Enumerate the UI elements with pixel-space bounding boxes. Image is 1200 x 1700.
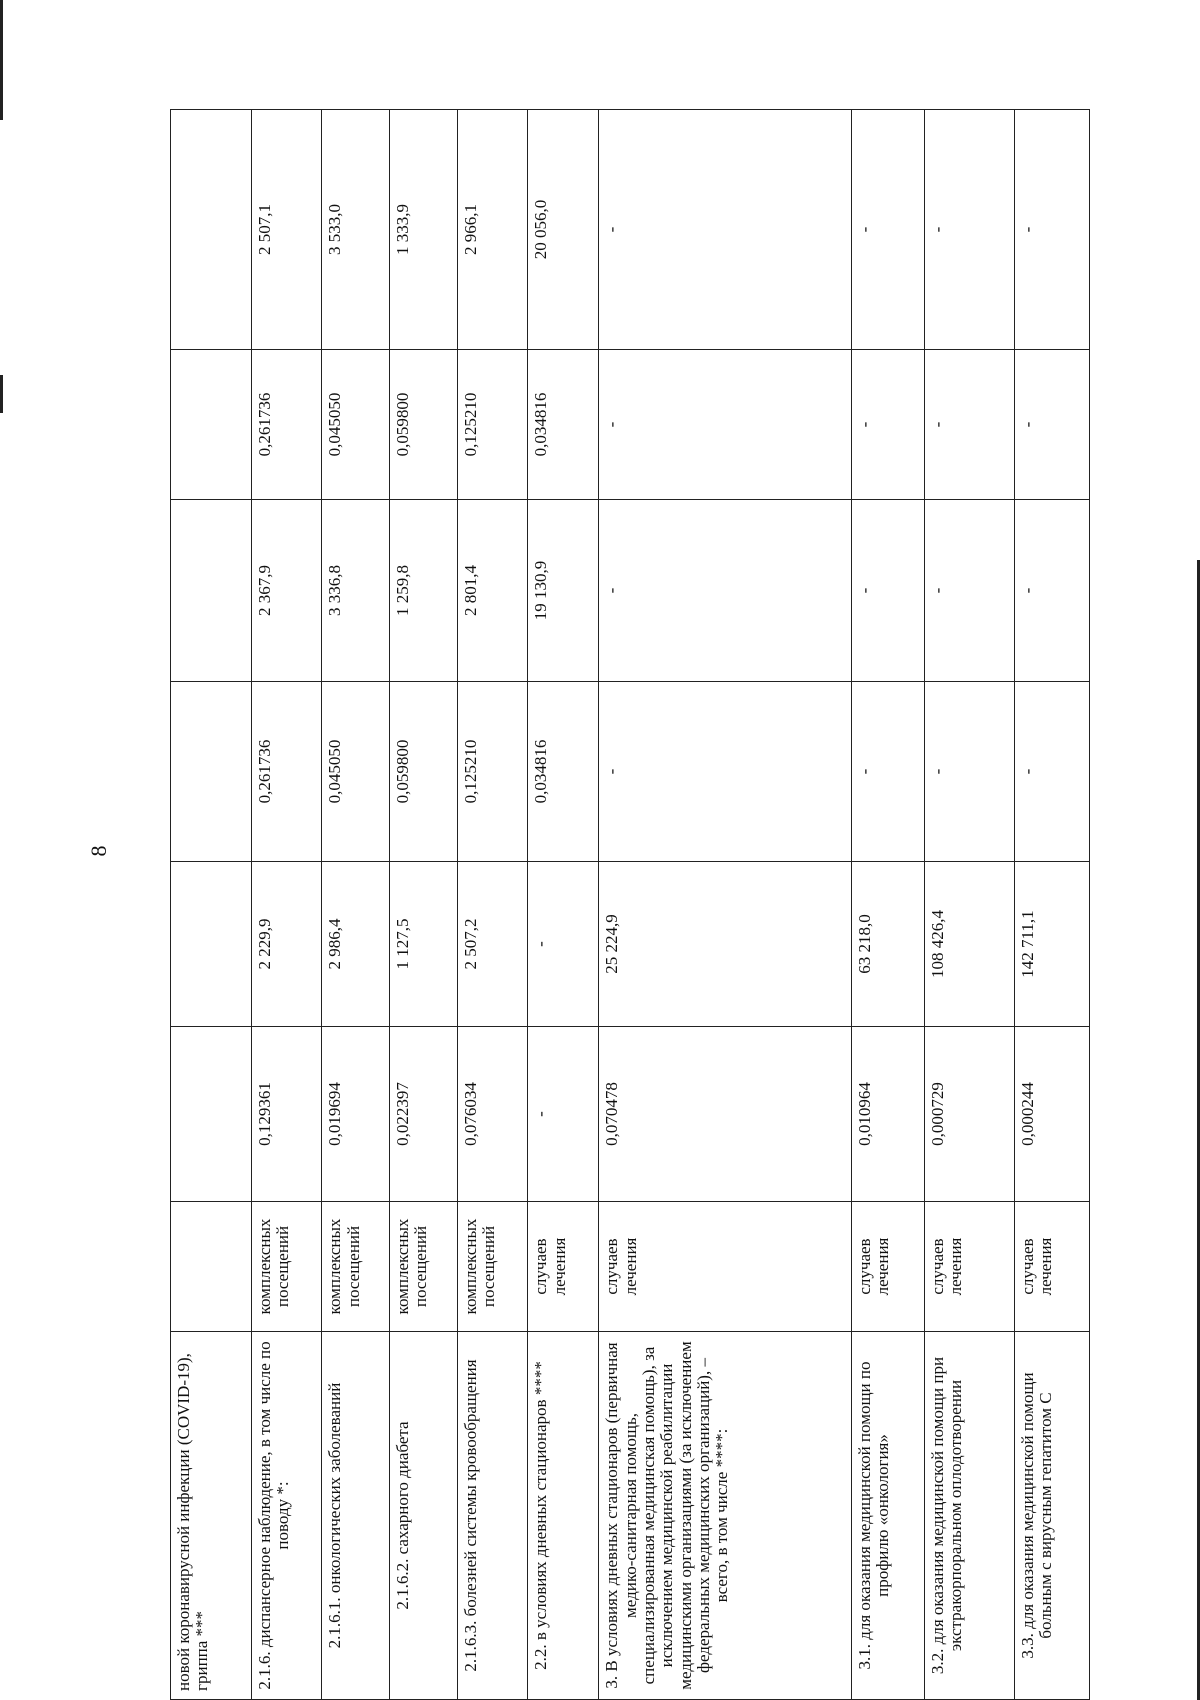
norm-cost-year2-cell: - bbox=[924, 500, 1014, 682]
norm-cost-year1-cell: 1 127,5 bbox=[389, 862, 457, 1027]
norm-volume-year3-cell: - bbox=[924, 350, 1014, 500]
norm-volume-year3-cell: 0,034816 bbox=[528, 350, 599, 500]
norm-cost-year3-cell: 3 533,0 bbox=[322, 110, 390, 350]
row-label-cell: 2.1.6. диспансерное наблюдение, в том числе по поводу *: bbox=[251, 1332, 322, 1700]
norm-cost-year1-cell: 142 711,1 bbox=[1014, 862, 1089, 1027]
norm-volume-year3-cell: - bbox=[1014, 350, 1089, 500]
unit-cell: комплексных посещений bbox=[251, 1202, 322, 1332]
norm-cost-year3-cell bbox=[171, 110, 252, 350]
norm-cost-year2-cell: 2 367,9 bbox=[251, 500, 322, 682]
table-row bbox=[528, 110, 599, 1700]
norm-cost-year3-cell: - bbox=[851, 110, 924, 350]
norm-volume-year1-cell: 0,022397 bbox=[389, 1027, 457, 1202]
table-row bbox=[171, 110, 252, 1700]
table-row bbox=[924, 110, 1014, 1700]
norm-cost-year3-cell: 20 056,0 bbox=[528, 110, 599, 350]
norm-volume-year1-cell: 0,010964 bbox=[851, 1027, 924, 1202]
norm-cost-year3-cell: 1 333,9 bbox=[389, 110, 457, 350]
norm-volume-year2-cell: 0,125210 bbox=[457, 682, 528, 862]
row-label-cell: 2.2. в условиях дневных стационаров **** bbox=[528, 1332, 599, 1700]
row-label-cell: 3.1. для оказания медицинской помощи по профилю «онкология» bbox=[851, 1332, 924, 1700]
row-label-cell: 3. В условиях дневных стационаров (первичная медико-санитарная помощь, специализированная медицинская помощь), за исключением медицинской реабилитации медицинскими организациями (за исключением федеральных медицинских организаций), – всего, в том числе ****: bbox=[599, 1332, 851, 1700]
norm-cost-year3-cell: 2 966,1 bbox=[457, 110, 528, 350]
unit-cell: случаев лечения bbox=[1014, 1202, 1089, 1332]
norm-volume-year3-cell: 0,125210 bbox=[457, 350, 528, 500]
row-label-cell: 2.1.6.1. онкологических заболеваний bbox=[322, 1332, 390, 1700]
unit-cell: случаев лечения bbox=[851, 1202, 924, 1332]
row-label-cell: 3.3. для оказания медицинской помощи больным с вирусным гепатитом С bbox=[1014, 1332, 1089, 1700]
unit-cell: комплексных посещений bbox=[457, 1202, 528, 1332]
row-label-cell: новой коронавирусной инфекции (COVID-19), гриппа *** bbox=[171, 1332, 252, 1700]
norm-volume-year2-cell: 0,034816 bbox=[528, 682, 599, 862]
norm-cost-year2-cell: - bbox=[599, 500, 851, 682]
norm-volume-year1-cell: 0,000244 bbox=[1014, 1027, 1089, 1202]
norm-volume-year1-cell: - bbox=[528, 1027, 599, 1202]
norm-cost-year1-cell: 25 224,9 bbox=[599, 862, 851, 1027]
norm-volume-year2-cell: 0,045050 bbox=[322, 682, 390, 862]
norm-cost-year1-cell bbox=[171, 862, 252, 1027]
page-number: 8 bbox=[86, 845, 111, 857]
norm-cost-year3-cell: 2 507,1 bbox=[251, 110, 322, 350]
norm-cost-year2-cell: 19 130,9 bbox=[528, 500, 599, 682]
norm-volume-year1-cell: 0,070478 bbox=[599, 1027, 851, 1202]
norm-cost-year3-cell: - bbox=[599, 110, 851, 350]
norm-volume-year2-cell: - bbox=[924, 682, 1014, 862]
unit-cell bbox=[171, 1202, 252, 1332]
norm-cost-year1-cell: 63 218,0 bbox=[851, 862, 924, 1027]
norm-volume-year3-cell: 0,059800 bbox=[389, 350, 457, 500]
norm-volume-year2-cell: 0,059800 bbox=[389, 682, 457, 862]
unit-cell: комплексных посещений bbox=[389, 1202, 457, 1332]
norm-volume-year1-cell: 0,129361 bbox=[251, 1027, 322, 1202]
table-row bbox=[389, 110, 457, 1700]
norm-cost-year1-cell: 2 507,2 bbox=[457, 862, 528, 1027]
table-row bbox=[322, 110, 390, 1700]
norm-volume-year3-cell: 0,261736 bbox=[251, 350, 322, 500]
norm-cost-year1-cell: - bbox=[528, 862, 599, 1027]
norm-volume-year2-cell: - bbox=[1014, 682, 1089, 862]
table-row bbox=[851, 110, 924, 1700]
norm-volume-year2-cell: - bbox=[599, 682, 851, 862]
norm-volume-year1-cell: 0,000729 bbox=[924, 1027, 1014, 1202]
unit-cell: случаев лечения bbox=[528, 1202, 599, 1332]
norm-cost-year2-cell bbox=[171, 500, 252, 682]
unit-cell: комплексных посещений bbox=[322, 1202, 390, 1332]
norm-volume-year1-cell: 0,076034 bbox=[457, 1027, 528, 1202]
norm-cost-year2-cell: - bbox=[851, 500, 924, 682]
norm-volume-year3-cell bbox=[171, 350, 252, 500]
norm-cost-year2-cell: 3 336,8 bbox=[322, 500, 390, 682]
norm-cost-year1-cell: 2 986,4 bbox=[322, 862, 390, 1027]
table-row bbox=[457, 110, 528, 1700]
table-body bbox=[171, 110, 1090, 1700]
norm-volume-year2-cell: - bbox=[851, 682, 924, 862]
norm-volume-year3-cell: - bbox=[851, 350, 924, 500]
rotated-table-stage bbox=[170, 110, 1090, 1700]
norm-volume-year2-cell bbox=[171, 682, 252, 862]
unit-cell: случаев лечения bbox=[599, 1202, 851, 1332]
table-row bbox=[251, 110, 322, 1700]
norm-cost-year2-cell: 2 801,4 bbox=[457, 500, 528, 682]
norm-volume-year2-cell: 0,261736 bbox=[251, 682, 322, 862]
table-row bbox=[1014, 110, 1089, 1700]
scan-edge-mark-middle bbox=[0, 375, 3, 413]
norm-volume-year3-cell: 0,045050 bbox=[322, 350, 390, 500]
standards-table bbox=[170, 109, 1090, 1700]
norm-volume-year1-cell: 0,019694 bbox=[322, 1027, 390, 1202]
table-row bbox=[599, 110, 851, 1700]
norm-cost-year1-cell: 108 426,4 bbox=[924, 862, 1014, 1027]
unit-cell: случаев лечения bbox=[924, 1202, 1014, 1332]
norm-cost-year2-cell: - bbox=[1014, 500, 1089, 682]
norm-cost-year1-cell: 2 229,9 bbox=[251, 862, 322, 1027]
row-label-cell: 3.2. для оказания медицинской помощи при экстракорпоральном оплодотворении bbox=[924, 1332, 1014, 1700]
norm-volume-year3-cell: - bbox=[599, 350, 851, 500]
norm-cost-year3-cell: - bbox=[924, 110, 1014, 350]
norm-cost-year3-cell: - bbox=[1014, 110, 1089, 350]
norm-volume-year1-cell bbox=[171, 1027, 252, 1202]
row-label-cell: 2.1.6.2. сахарного диабета bbox=[389, 1332, 457, 1700]
scan-edge-mark-top bbox=[0, 0, 3, 120]
row-label-cell: 2.1.6.3. болезней системы кровообращения bbox=[457, 1332, 528, 1700]
norm-cost-year2-cell: 1 259,8 bbox=[389, 500, 457, 682]
